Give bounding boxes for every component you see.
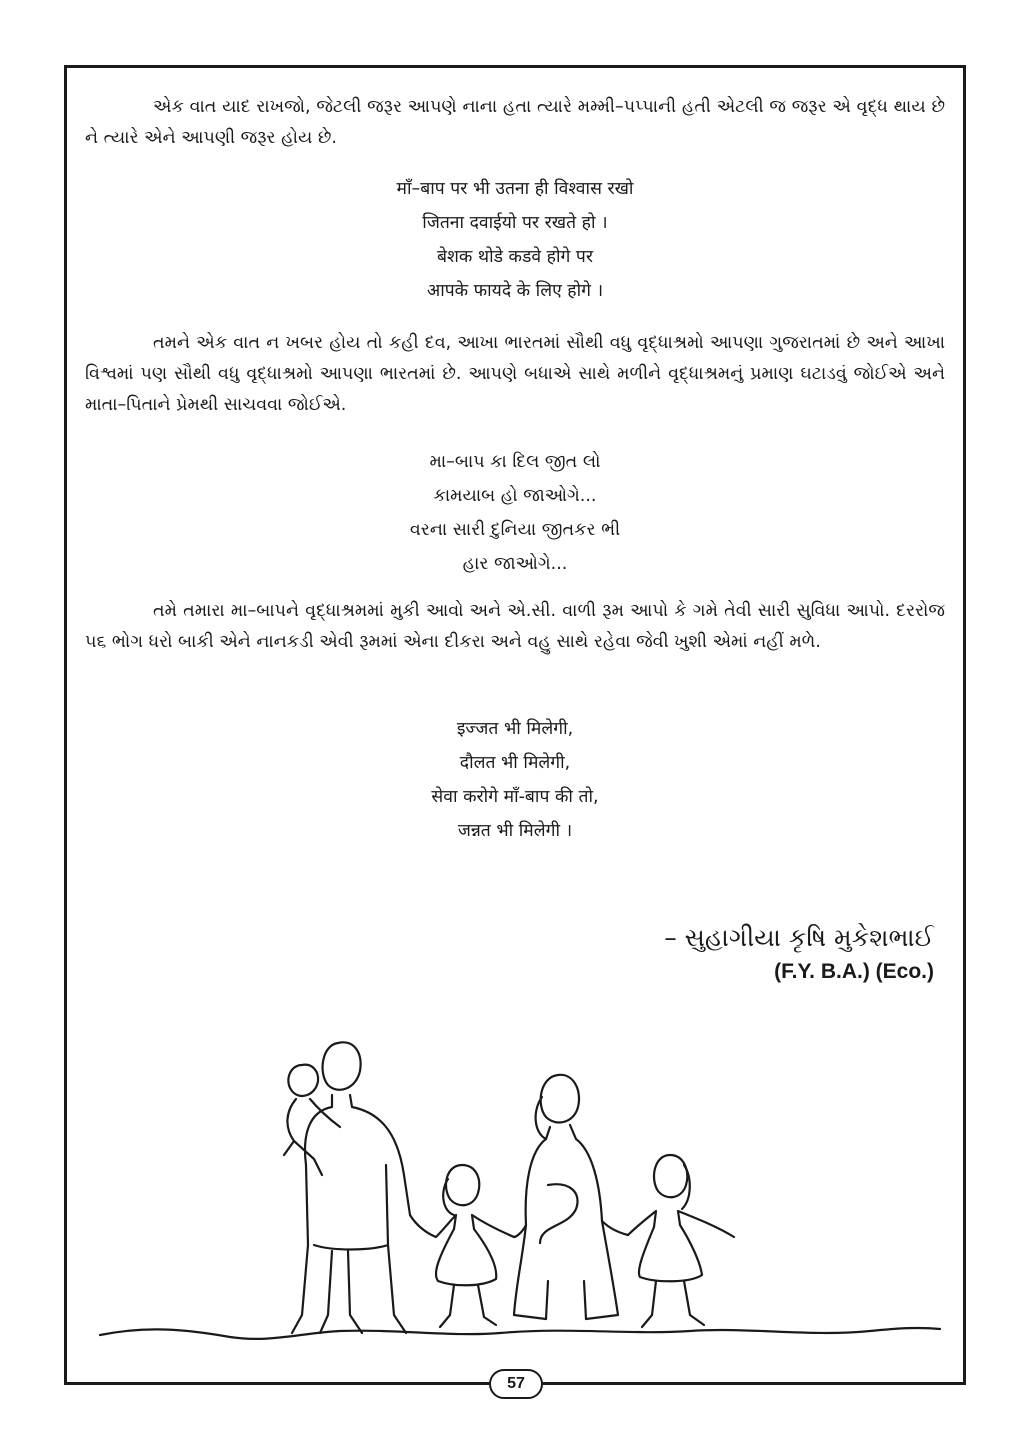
poem-line: जितना दवाईयो पर रखते हो ।: [422, 213, 608, 233]
author-name: – સુહાગીયા કૃષિ મુકેશભાઈ: [664, 923, 934, 952]
poem-hindi-respect: [300, 712, 730, 848]
poem-line: મા–બાપ કા દિલ જીત લો: [429, 452, 601, 472]
poem-win-heart: [300, 445, 730, 581]
poem-line: इज्जत भी मिलेगी,: [456, 719, 574, 739]
poem-line: दौलत भी मिलेगी,: [459, 753, 571, 773]
poem-line: વરના સારી દુનિયા જીતકર ભી: [409, 520, 621, 540]
paragraph-old-age-homes: તમને એક વાત ન ખબર હોય તો કહી દવ, આખા ભારતમાં સૌથી વધુ વૃદ્ધાશ્રમો આપણા ગુજરાતમાં છે અને આખા વિશ્વમાં પણ સૌથી વધુ વૃદ્ધાશ્રમો આપણા ભારતમાં છે. આપણે બધાએ સાથે મળીને વૃદ્ધાશ્રમનું પ્રમાણ ઘટાડવું જોઈએ અને માતા–પિતાને પ્રેમથી સાચવવા જોઈએ.: [85, 333, 945, 415]
paragraph-intro: એક વાત યાદ રાખજો, જેટલી જરૂર આપણે નાના હતા ત્યારે મમ્મી–પપ્પાની હતી એટલી જ જરૂર એ વૃદ્ધ થાય છે ને ત્યારે એને આપણી જરૂર હોય છે.: [85, 97, 945, 148]
poem-line: હાર જાઓગે...: [462, 554, 568, 574]
poem-line: કામયાબ હો જાઓગે...: [433, 486, 597, 506]
author-class: (F.Y. B.A.) (Eco.): [774, 960, 934, 983]
poem-line: माँ–बाप पर भी उतना ही विश्वास रखो: [396, 179, 634, 199]
author-block: [664, 918, 934, 986]
page-number: 57: [489, 1369, 543, 1399]
poem-line: सेवा करोगे माँ-बाप की तो,: [431, 787, 599, 807]
poem-line: आपके फायदे के लिए होगे ।: [426, 281, 604, 301]
paragraph-happiness: તમે તમારા મા–બાપને વૃદ્ધાશ્રમમાં મુકી આવો અને એ.સી. વાળી રૂમ આપો કે ગમે તેવી સારી સુવિધા આપો. દરરોજ ૫૬ ભોગ ધરો બાકી એને નાનકડી એવી રૂમમાં એના દીકરા અને વહુ સાથે રહેવા જેવી ખુશી એમાં નહીં મળે.: [85, 601, 945, 652]
poem-line: जन्नत भी मिलेगी ।: [457, 821, 573, 841]
poem-line: बेशक थोडे कडवे होगे पर: [437, 247, 593, 267]
poem-hindi-trust: [300, 172, 730, 308]
family-line-drawing-icon: [70, 1015, 960, 1370]
